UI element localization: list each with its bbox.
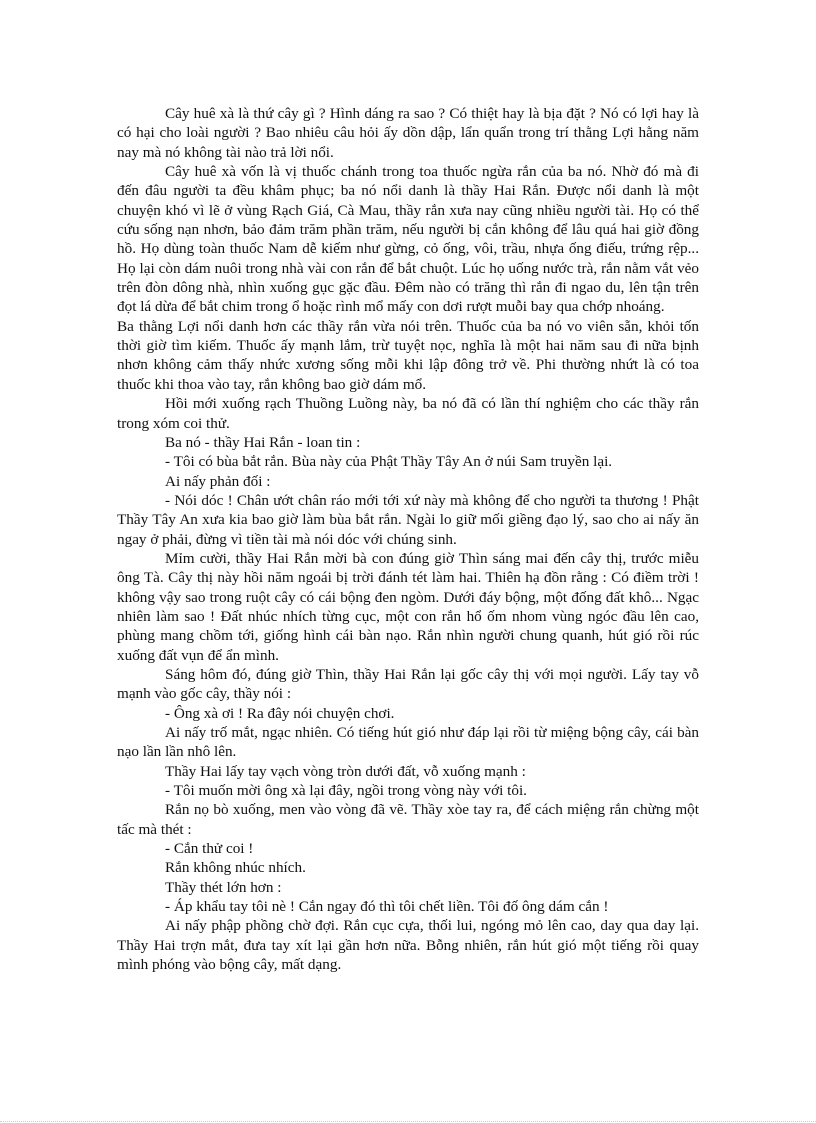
document-body	[117, 104, 699, 974]
paragraph-6: - Tôi có bùa bắt rắn. Bùa này của Phật Thầy Tây An ở núi Sam truyền lại.	[165, 453, 613, 471]
paragraph-9: Mỉm cười, thầy Hai Rắn mời bà con đúng giờ Thìn sáng mai đến cây thị, trước miễu ông Tà. Cây thị này hồi năm ngoái bị trời đánh tét làm hai. Thiên hạ đồn rằng : Có điềm trời ! không vậy sao trong ruột cây có cái bộng đen ngòm. Dưới đáy bộng, một đống đất khô... Ngạc nhiên làm sao ! Đất nhúc nhích từng cục, một con rắn hổ ốm nhom vùng ngóc đầu lên cao, phùng mang chồm tới, giống hình cái bàn nạo. Rắn nhìn người chung quanh, hút gió rồi rúc xuống đất vụn để ẩn mình.	[117, 549, 699, 664]
paragraph-1: Cây huê xà là thứ cây gì ? Hình dáng ra sao ? Có thiệt hay là bịa đặt ? Nó có lợi hay là có hại cho loài người ? Bao nhiêu câu hỏi ấy dồn dập, lẩn quẩn trong trí thằng Lợi hằng năm nay mà nó không tài nào trả lời nổi.	[117, 105, 699, 161]
paragraph-8: - Nói dóc ! Chân ướt chân ráo mới tới xứ này mà không để cho người ta thương ! Phật Thầy Tây An xưa kia bao giờ làm bùa bắt rắn. Ngài lo giữ mối giềng đạo lý, sao cho ai nấy ăn ngay ở phải, đừng vì tiền tài mà nói dóc với chúng sinh.	[117, 491, 699, 548]
paragraph-4: Hồi mới xuống rạch Thuồng Luồng này, ba nó đã có lần thí nghiệm cho các thầy rắn trong xóm coi thử.	[117, 395, 699, 432]
paragraph-12: Ai nấy trố mắt, ngạc nhiên. Có tiếng hút gió như đáp lại rồi từ miệng bộng cây, cái bàn nạo lần lần nhô lên.	[117, 724, 699, 761]
paragraph-7: Ai nấy phản đối :	[165, 472, 271, 490]
paragraph-11: - Ông xà ơi ! Ra đây nói chuyện chơi.	[165, 704, 395, 722]
paragraph-15: Rắn nọ bò xuống, men vào vòng đã vẽ. Thầy xòe tay ra, để cách miệng rắn chừng một tấc mà thét :	[117, 801, 699, 838]
paragraph-13: Thầy Hai lấy tay vạch vòng tròn dưới đất, vỗ xuống mạnh :	[165, 762, 526, 780]
paragraph-2: Cây huê xà vốn là vị thuốc chánh trong toa thuốc ngừa rắn của ba nó. Nhờ đó mà đi đến đâu người ta đều khâm phục; ba nó nổi danh là thầy Hai Rắn. Được nổi danh là một chuyện khó vì lẽ ở vùng Rạch Giá, Cà Mau, thầy rắn xưa nay cũng nhiều người tài. Họ có thể cứu sống nạn nhơn, bảo đảm trăm phần trăm, nếu người bị cắn không để lâu quá hai giờ đồng hồ. Họ dùng toàn thuốc Nam dễ kiếm như gừng, cỏ ống, vôi, trầu, nhựa ống điếu, trứng rệp... Họ lại còn dám nuôi trong nhà vài con rắn để bắt chuột. Lúc họ uống nước trà, rắn nằm vắt vẻo trên đòn dông nhà, nhìn xuống gục gặc đầu. Đêm nào có trăng thì rắn đi ngao du, lên tận trên đọt lá dừa để bắt chim trong ổ hoặc rình mổ mấy con dơi rượt muỗi bay qua chớp nhoáng.	[117, 163, 699, 316]
paragraph-10: Sáng hôm đó, đúng giờ Thìn, thầy Hai Rắn lại gốc cây thị với mọi người. Lấy tay vỗ mạnh vào gốc cây, thầy nói :	[117, 665, 699, 703]
paragraph-17: Rắn không nhúc nhích.	[165, 859, 306, 877]
paragraph-5: Ba nó - thầy Hai Rắn - loan tin :	[165, 433, 361, 451]
paragraph-14: - Tôi muốn mời ông xà lại đây, ngồi trong vòng này với tôi.	[165, 782, 527, 800]
paragraph-3: Ba thằng Lợi nổi danh hơn các thầy rắn vừa nói trên. Thuốc của ba nó vo viên sẵn, khỏi tốn thời giờ tìm kiếm. Thuốc ấy mạnh lắm, trừ tuyệt nọc, nghĩa là một hai năm sau đi nữa bịnh nhơn không cảm thấy nhức xương sống mỗi khi lập đông trở về. Phi thường nhứt là có toa thuốc khi thoa vào tay, rắn không bao giờ dám mổ.	[117, 317, 699, 393]
paragraph-19: - Áp khẩu tay tôi nè ! Cắn ngay đó thì tôi chết liền. Tôi đố ông dám cắn !	[165, 898, 609, 916]
paragraph-18: Thầy thét lớn hơn :	[165, 878, 282, 896]
page-bottom-edge	[0, 1121, 816, 1122]
paragraph-16: - Cắn thử coi !	[165, 840, 254, 858]
paragraph-20: Ai nấy phập phồng chờ đợi. Rắn cục cựa, thối lui, ngóng mỏ lên cao, day qua day lại. Thầy Hai trợn mắt, đưa tay xít lại gần hơn nữa. Bỗng nhiên, rắn hút gió một tiếng rồi quay mình phóng vào bộng cây, mất dạng.	[117, 917, 699, 974]
